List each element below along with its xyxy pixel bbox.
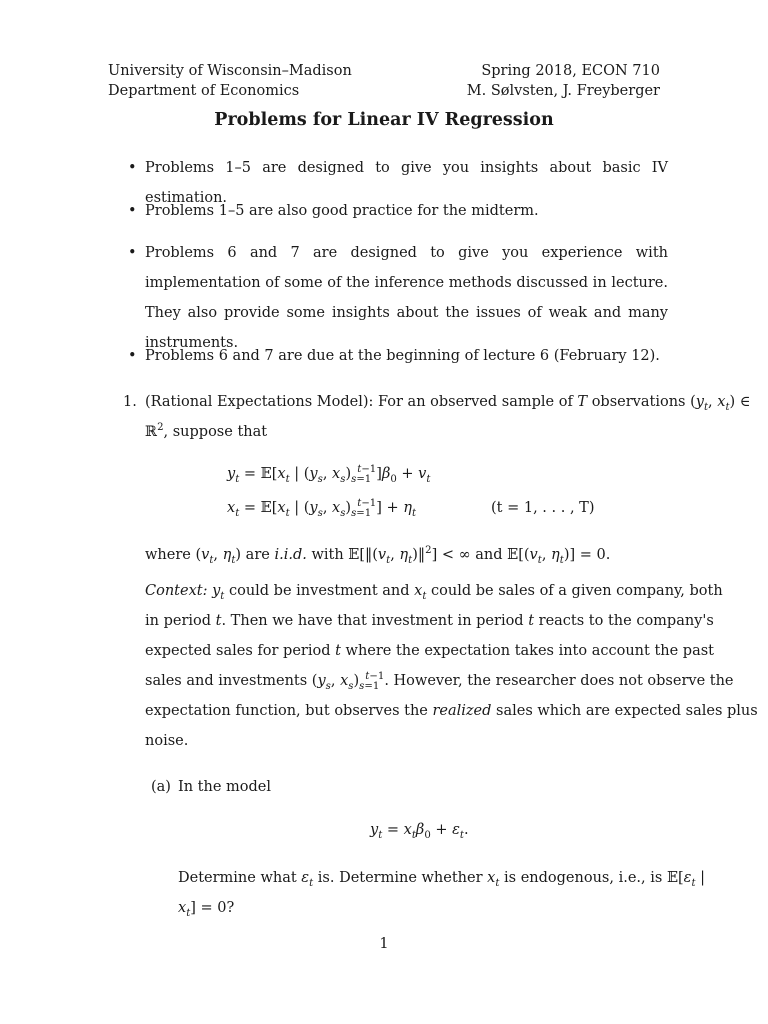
header-right xyxy=(467,61,660,101)
page-title: Problems for Linear IV Regression xyxy=(214,110,554,130)
bullet-icon: • xyxy=(128,245,137,261)
bullet-icon: • xyxy=(128,348,137,364)
equation-xt: $x_t$ = $𝔼[x_t$ | ($y_s$, $x_s)_{s=1}^{t-1}] + \eta_t$ xyxy=(227,498,417,519)
bullet-item: • Problems 6 and 7 are due at the beginning of lecture 6 (February 12). xyxy=(128,341,668,371)
part-a-question-line2: $x_t] = 0$? xyxy=(178,900,235,919)
bullet-item: • Problems 6 and 7 are designed to give you experience with implementation of some of the inference methods discussed in lecture. They also provide some insights about the issues of weak and many instruments. xyxy=(128,238,668,358)
context-line1: Context: $y_t$ could be investment and $x_t$ could be sales of a given company, both xyxy=(145,583,723,602)
problem-number: 1. xyxy=(123,394,137,410)
course-term: Spring 2018, ECON 710 xyxy=(481,63,660,79)
context-line5: expectation function, but observes the realized sales which are expected sales plus xyxy=(145,703,758,719)
equation-yt: $y_t$ = $𝔼[x_t$ | ($y_s$, $x_s)_{s=1}^{t-1}]\beta_0 + v_t$ xyxy=(227,464,431,485)
part-a-question-line1: Determine what $\varepsilon_t$ is. Determine whether $x_t$ is endogenous, i.e., is $𝔼[\varepsilon_t$ | xyxy=(178,870,706,889)
where-line: where ($v_t$, $\eta_t$) are i.i.d. with $𝔼[‖(v_t$, $\eta_t)‖^2$] < ∞ and $𝔼[(v_t$, $\eta_t)] = 0$. xyxy=(145,545,611,566)
equation-label: (t = 1, . . . , T) xyxy=(491,500,595,516)
page-number: 1 xyxy=(379,936,389,952)
bullet-icon: • xyxy=(128,203,137,219)
part-a-label: (a) xyxy=(151,779,171,795)
context-line3: expected sales for period t where the expectation takes into account the past xyxy=(145,643,715,659)
problem-intro-line1: (Rational Expectations Model): For an observed sample of T observations ($y_t$, $x_t$) ∈ xyxy=(145,394,751,413)
part-a-intro: In the model xyxy=(178,779,272,795)
equation-model: $y_t = x_t\beta_0 + \varepsilon_t$. xyxy=(370,822,469,841)
header-left xyxy=(108,61,352,101)
problem-intro-line2: ℝ$^2$, suppose that xyxy=(145,422,268,440)
bullet-item: • Problems 1–5 are also good practice for the midterm. xyxy=(128,196,668,226)
university-name: University of Wisconsin–Madison xyxy=(108,63,352,79)
department-name: Department of Economics xyxy=(108,83,300,99)
context-line4: sales and investments ($y_s$, $x_s)_{s=1}^{t-1}$. However, the researcher does not observe the xyxy=(145,671,734,692)
context-line6: noise. xyxy=(145,733,189,749)
instructors: M. Sølvsten, J. Freyberger xyxy=(466,83,660,99)
bullet-item: • Problems 1–5 are designed to give you insights about basic IV estimation. xyxy=(128,153,668,213)
bullet-icon: • xyxy=(128,160,137,176)
context-line2: in period t. Then we have that investment in period t reacts to the company's xyxy=(145,613,714,629)
